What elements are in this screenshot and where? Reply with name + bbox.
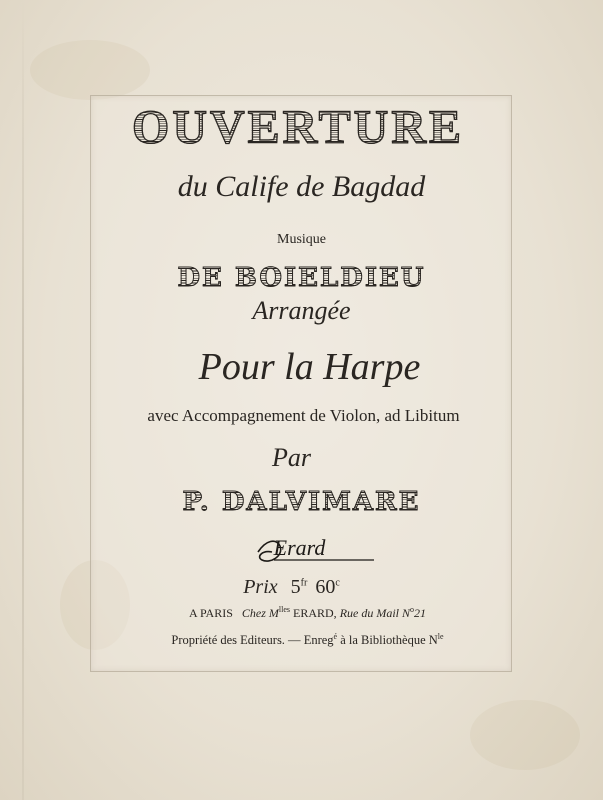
footer-enreg: Enreg xyxy=(303,633,334,648)
instrument-line: Pour la Harpe xyxy=(198,346,421,388)
address-chez: Chez xyxy=(241,606,266,620)
footer-line xyxy=(6,632,603,648)
paper-stain xyxy=(30,40,150,100)
address-num-sup: o xyxy=(410,605,415,614)
par-label: Par xyxy=(272,443,311,472)
footer-library-sup: le xyxy=(437,632,444,641)
price-cents-unit: c xyxy=(335,577,340,589)
address-city: A PARIS xyxy=(188,606,233,620)
arranger-name: P. DALVIMARE xyxy=(0,487,603,517)
address-name: ERARD, xyxy=(293,606,337,620)
address-number: 21 xyxy=(414,606,427,620)
opera-subtitle: du Calife de Bagdad xyxy=(177,170,426,203)
publisher-address xyxy=(6,605,603,621)
musique-label: Musique xyxy=(277,232,326,247)
footer-enreg-sup: é xyxy=(333,632,338,641)
address-mlle-sup: lles xyxy=(278,605,291,614)
price-cents: 60 xyxy=(315,576,336,598)
page-title: OUVERTURE xyxy=(88,100,508,155)
publisher-signature: Erard xyxy=(273,535,326,560)
footer-library: à la Bibliothèque N xyxy=(340,633,438,648)
price-francs-unit: fr xyxy=(300,577,308,589)
paper-stain xyxy=(470,700,580,770)
price-francs: 5 xyxy=(290,576,301,598)
address-street: Rue du Mail N xyxy=(339,606,411,620)
composer-name: DE BOIELDIEU xyxy=(0,263,603,293)
accompaniment-line: avec Accompagnement de Violon, ad Libitum xyxy=(147,406,460,425)
price-line xyxy=(0,576,593,599)
price-label: Prix xyxy=(243,576,278,598)
footer-editors: Propriété des Editeurs. — xyxy=(171,633,301,648)
arrangee-label: Arrangée xyxy=(252,296,351,325)
page-fold-shadow xyxy=(22,0,24,800)
address-mlle: M xyxy=(268,606,279,620)
